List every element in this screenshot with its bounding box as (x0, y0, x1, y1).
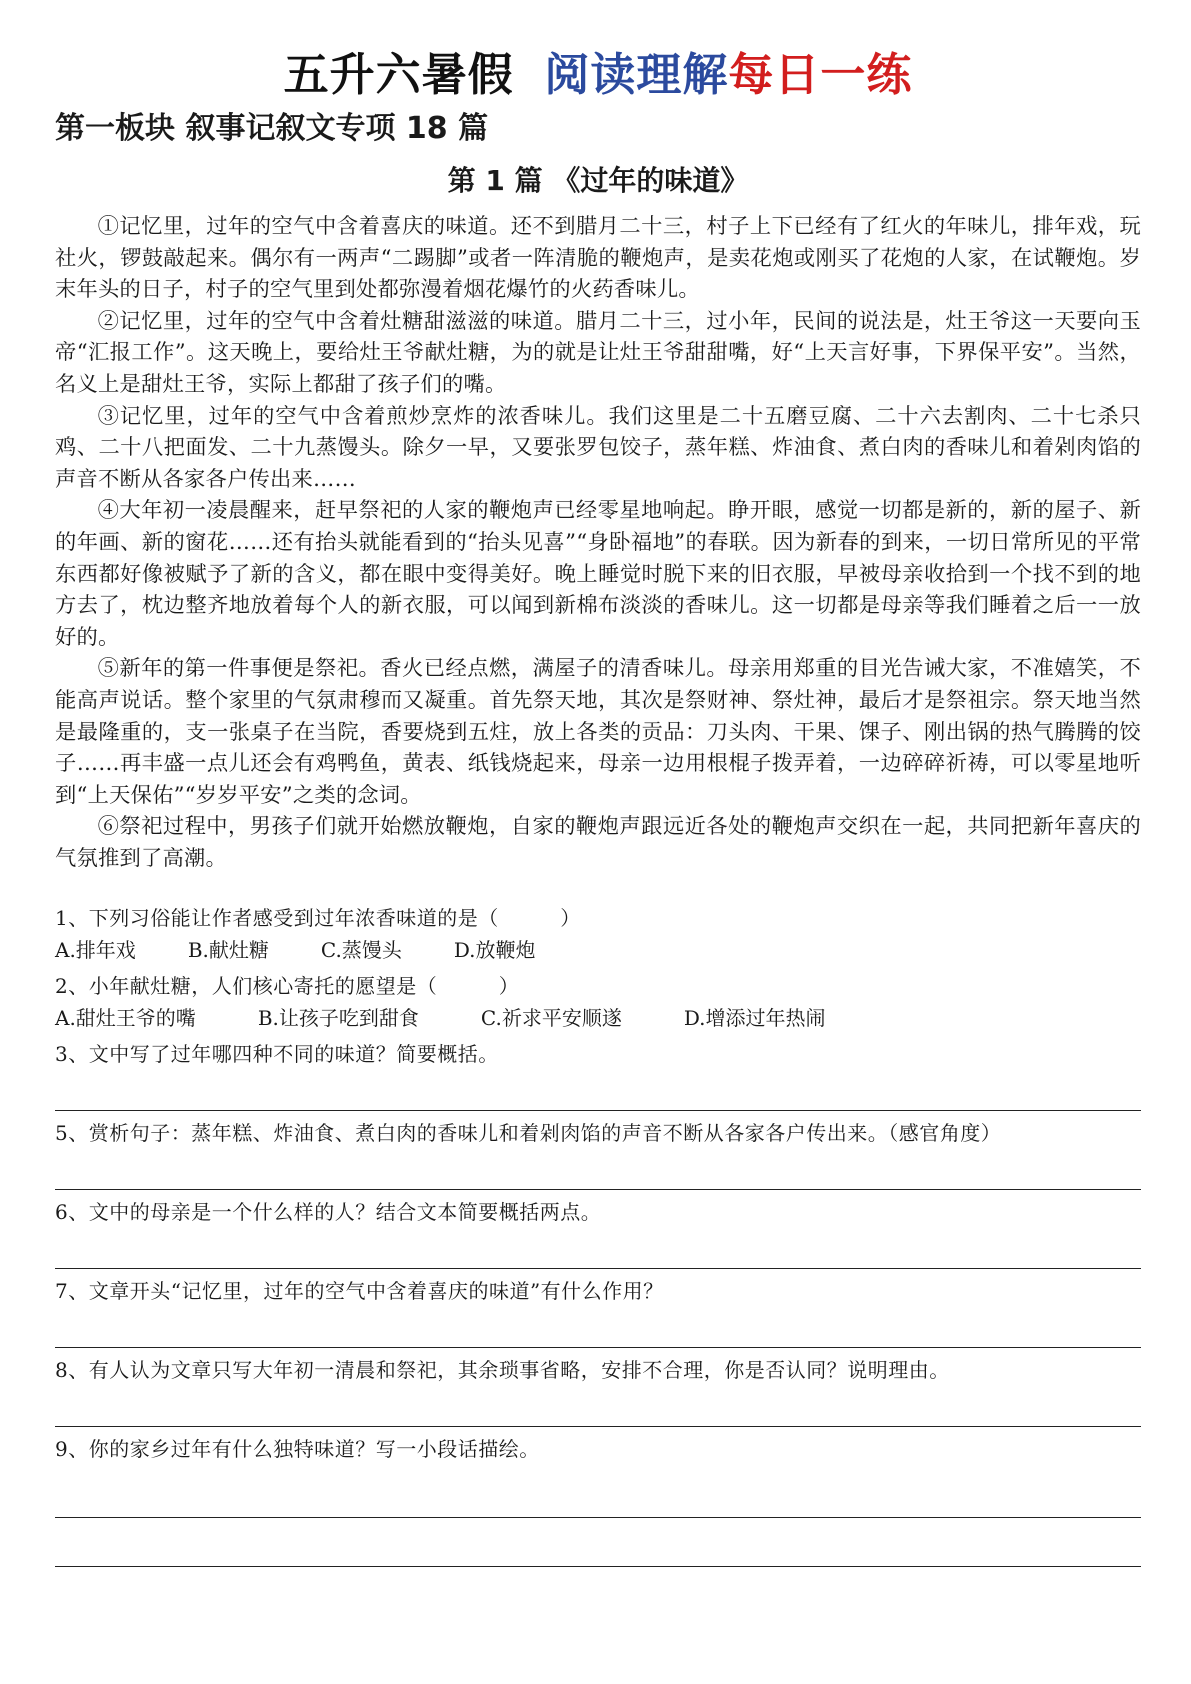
question-section (55, 902, 1141, 1567)
question-3-text: 3、文中写了过年哪四种不同的味道？简要概括。 (55, 1042, 499, 1067)
question-2-option-a[interactable]: A.甜灶王爷的嘴 (55, 1006, 196, 1031)
question-1-option-b[interactable]: B.献灶糖 (187, 938, 269, 963)
passage-paragraph-4: ④大年初一凌晨醒来，赶早祭祀的人家的鞭炮声已经零星地响起。睁开眼，感觉一切都是新的，新的屋子、新的年画、新的窗花……还有抬头就能看到的“抬头见喜”“身卧福地”的春联。因为新春的到来，一切日常所见的平常东西都好像被赋予了新的含义，都在眼中变得美好。晚上睡觉时脱下来的旧衣服，早被母亲收拾到一个找不到的地方去了，枕边整齐地放着每个人的新衣服，可以闻到新棉布淡淡的香味儿。这一切都是母亲等我们睡着之后一一放好的。 (55, 498, 1141, 650)
question-1-option-a[interactable]: A.排年戏 (55, 938, 136, 963)
question-1-option-c[interactable]: C.蒸馒头 (320, 938, 402, 963)
question-5-text: 5、赏析句子：蒸年糕、炸油食、煮白肉的香味儿和着剁肉馅的声音不断从各家各户传出来。（感官角度） (55, 1121, 1002, 1146)
question-8-text: 8、有人认为文章只写大年初一清晨和祭祀，其余琐事省略，安排不合理，你是否认同？说明理由。 (55, 1358, 950, 1383)
section-title: 第一板块 叙事记叙文专项 18 篇 (55, 111, 489, 146)
passage-paragraph-6: ⑥祭祀过程中，男孩子们就开始燃放鞭炮，自家的鞭炮声跟远近各处的鞭炮声交织在一起，共同把新年喜庆的气氛推到了高潮。 (55, 814, 1141, 871)
question-1-options (55, 934, 1141, 966)
question-2-option-b[interactable]: B.让孩子吃到甜食 (257, 1006, 419, 1031)
question-6-text: 6、文中的母亲是一个什么样的人？结合文本简要概括两点。 (55, 1200, 602, 1225)
question-8-answer-line[interactable] (55, 1426, 1141, 1427)
question-2-options (55, 1002, 1141, 1034)
question-7-answer-line[interactable] (55, 1347, 1141, 1348)
passage-paragraph-1: ①记忆里，过年的空气中含着喜庆的味道。还不到腊月二十三，村子上下已经有了红火的年味儿，排年戏，玩社火，锣鼓敲起来。偶尔有一两声“二踢脚”或者一阵清脆的鞭炮声，是卖花炮或刚买了花炮的人家，在试鞭炮。岁末年头的日子，村子的空气里到处都弥漫着烟花爆竹的火药香味儿。 (55, 214, 1141, 303)
article-title: 第 1 篇 《过年的味道》 (447, 164, 749, 197)
question-7-text: 7、文章开头“记忆里，过年的空气中含着喜庆的味道”有什么作用？ (55, 1279, 664, 1304)
question-6-answer-line[interactable] (55, 1268, 1141, 1269)
question-3-answer-line[interactable] (55, 1110, 1141, 1111)
passage-paragraph-3: ③记忆里，过年的空气中含着煎炒烹炸的浓香味儿。我们这里是二十五磨豆腐、二十六去割肉、二十七杀只鸡、二十八把面发、二十九蒸馒头。除夕一早，又要张罗包饺子，蒸年糕、炸油食、煮白肉的香味儿和着剁肉馅的声音不断从各家各户传出来…… (55, 403, 1141, 492)
question-9-answer-line-2[interactable] (55, 1566, 1141, 1567)
question-1 (55, 902, 1141, 966)
passage-paragraph-5: ⑤新年的第一件事便是祭祀。香火已经点燃，满屋子的清香味儿。母亲用郑重的目光告诫大家，不准嬉笑，不能高声说话。整个家里的气氛肃穆而又凝重。首先祭天地，其次是祭财神、祭灶神，最后才是祭祖宗。祭天地当然是最隆重的，支一张桌子在当院，香要烧到五炷，放上各类的贡品：刀头肉、干果、馃子、刚出锅的热气腾腾的饺子……再丰盛一点儿还会有鸡鸭鱼，黄表、纸钱烧起来，母亲一边用根棍子拨弄着，一边碎碎祈祷，可以零星地听到“上天保佑”“岁岁平安”之类的念词。 (55, 656, 1141, 808)
question-9-text: 9、你的家乡过年有什么独特味道？写一小段话描绘。 (55, 1437, 540, 1462)
title-part-red: 每日一练 (728, 48, 913, 101)
question-1-option-d[interactable]: D.放鞭炮 (453, 938, 536, 963)
question-1-text: 1、下列习俗能让作者感受到过年浓香味道的是（ ） (55, 906, 581, 931)
worksheet-title (55, 0, 1141, 105)
question-2 (55, 970, 1141, 1034)
question-2-option-c[interactable]: C.祈求平安顺遂 (480, 1006, 622, 1031)
question-2-text: 2、小年献灶糖，人们核心寄托的愿望是（ ） (55, 974, 520, 999)
question-2-option-d[interactable]: D.增添过年热闹 (683, 1006, 826, 1031)
title-part-blue: 阅读理解 (544, 48, 729, 101)
reading-passage (55, 211, 1141, 874)
passage-paragraph-2: ②记忆里，过年的空气中含着灶糖甜滋滋的味道。腊月二十三，过小年，民间的说法是，灶王爷这一天要向玉帝“汇报工作”。这天晚上，要给灶王爷献灶糖，为的就是让灶王爷甜甜嘴，好“上天言好事，下界保平安”。当然，名义上是甜灶王爷，实际上都甜了孩子们的嘴。 (55, 308, 1141, 397)
title-part-black: 五升六暑假 (283, 48, 514, 101)
question-5-answer-line[interactable] (55, 1189, 1141, 1190)
